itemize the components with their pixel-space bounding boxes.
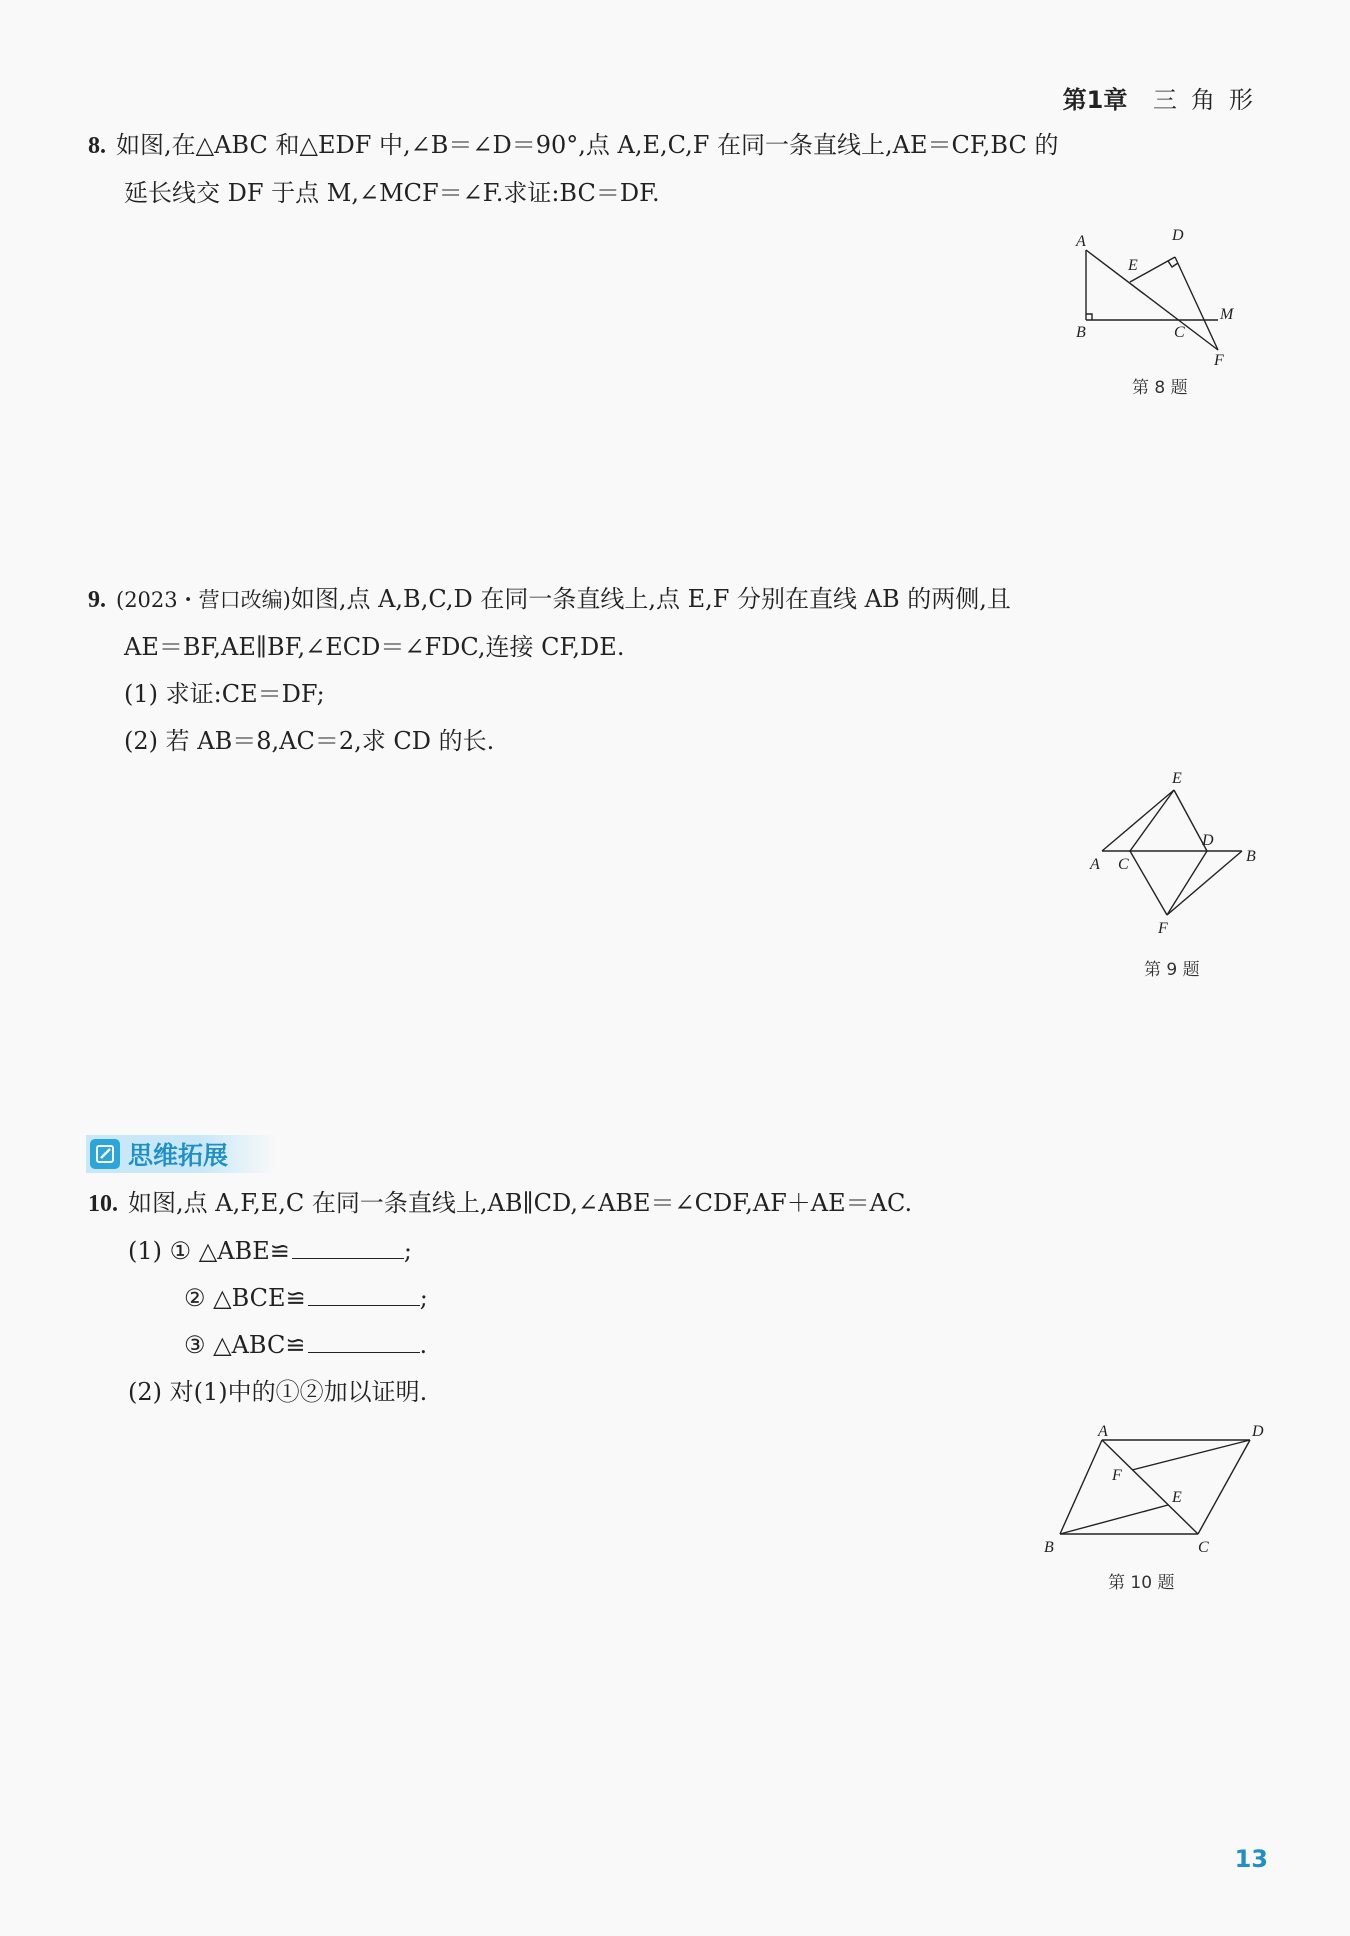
label-F: F [1214, 352, 1224, 369]
problem-number: 10. [88, 1191, 118, 1217]
answer-blank[interactable] [308, 1330, 420, 1353]
q1b-text: ② △BCE≌ [184, 1284, 306, 1312]
figure-9 [1082, 765, 1272, 945]
q1c-end: . [419, 1331, 428, 1359]
problem-9 [88, 576, 1273, 765]
label-A: A [1076, 233, 1086, 250]
answer-blank[interactable] [308, 1283, 420, 1306]
problem-source: (2023・营口改编) [116, 588, 291, 612]
problem-10-question-2: (2) 对(1)中的①②加以证明. [128, 1378, 428, 1406]
label-C: C [1118, 856, 1129, 873]
section-header [86, 1135, 276, 1173]
problem-number: 8. [88, 133, 106, 159]
label-B: B [1076, 324, 1086, 341]
label-D: D [1172, 227, 1184, 244]
problem-9-question-1: (1) 求证:CE＝DF; [124, 680, 325, 708]
segment-DF [1132, 1440, 1250, 1470]
segment-AB [1060, 1440, 1102, 1534]
label-E: E [1172, 770, 1182, 787]
section-title: 思维拓展 [128, 1141, 229, 1170]
q1a-text: (1) ① △ABE≌ [128, 1237, 290, 1265]
problem-8 [88, 122, 1273, 217]
segment-CF [1130, 851, 1167, 915]
q1a-end: ; [403, 1237, 412, 1265]
q1b-end: ; [419, 1284, 428, 1312]
segment-AE [1102, 790, 1174, 851]
segment-EC [1130, 790, 1174, 851]
figure-9-caption: 第 9 题 [1144, 960, 1200, 980]
problem-text: 如图,点 A,F,E,C 在同一条直线上,AB∥CD,∠ABE＝∠CDF,AF＋AE＝AC. [128, 1189, 913, 1217]
label-C: C [1198, 1539, 1209, 1556]
problem-number: 9. [88, 587, 106, 613]
problem-9-question-2: (2) 若 AB＝8,AC＝2,求 CD 的长. [124, 727, 495, 755]
segment-BE [1060, 1505, 1168, 1534]
segment-AF [1086, 250, 1218, 350]
label-A: A [1090, 856, 1100, 873]
problem-8-line1 [88, 122, 1273, 170]
chapter-name: 三角形 [1153, 86, 1267, 114]
problem-10-q1c [88, 1322, 1273, 1369]
figure-8 [1068, 222, 1268, 372]
problem-9-line1 [88, 576, 1273, 624]
pencil-icon [90, 1139, 120, 1169]
problem-8-line2: 延长线交 DF 于点 M,∠MCF＝∠F.求证:BC＝DF. [124, 179, 660, 207]
right-angle-B [1086, 314, 1092, 320]
problem-10-q1a [88, 1228, 1273, 1275]
label-D: D [1252, 1423, 1264, 1440]
figure-8-caption: 第 8 题 [1132, 378, 1188, 398]
problem-10-line1 [88, 1180, 1273, 1228]
page-number: 13 [1234, 1845, 1268, 1873]
label-E: E [1172, 1489, 1182, 1506]
figure-10 [1040, 1422, 1270, 1562]
q1c-text: ③ △ABC≌ [184, 1331, 306, 1359]
label-F: F [1112, 1467, 1122, 1484]
label-A: A [1098, 1423, 1108, 1440]
segment-AC [1102, 1440, 1198, 1534]
label-M: M [1220, 306, 1234, 323]
problem-10-q1b [88, 1275, 1273, 1322]
figure-10-caption: 第 10 题 [1108, 1573, 1175, 1593]
label-F: F [1158, 920, 1168, 937]
label-C: C [1174, 324, 1185, 341]
label-D: D [1202, 832, 1214, 849]
label-B: B [1246, 848, 1256, 865]
label-E: E [1128, 257, 1138, 274]
segment-DF [1167, 851, 1207, 915]
problem-text: 如图,点 A,B,C,D 在同一条直线上,点 E,F 分别在直线 AB 的两侧,且 [290, 585, 1011, 613]
label-B: B [1044, 1539, 1054, 1556]
segment-BF [1167, 851, 1242, 915]
problem-text: 如图,在△ABC 和△EDF 中,∠B＝∠D＝90°,点 A,E,C,F 在同一条直线上,AE＝CF,BC 的 [116, 131, 1059, 159]
answer-blank[interactable] [292, 1236, 404, 1259]
chapter-header [1063, 80, 1267, 115]
problem-10 [88, 1180, 1273, 1416]
chapter-number: 第1章 [1062, 86, 1128, 114]
problem-9-line2: AE＝BF,AE∥BF,∠ECD＝∠FDC,连接 CF,DE. [124, 633, 625, 661]
segment-DC [1198, 1440, 1250, 1534]
